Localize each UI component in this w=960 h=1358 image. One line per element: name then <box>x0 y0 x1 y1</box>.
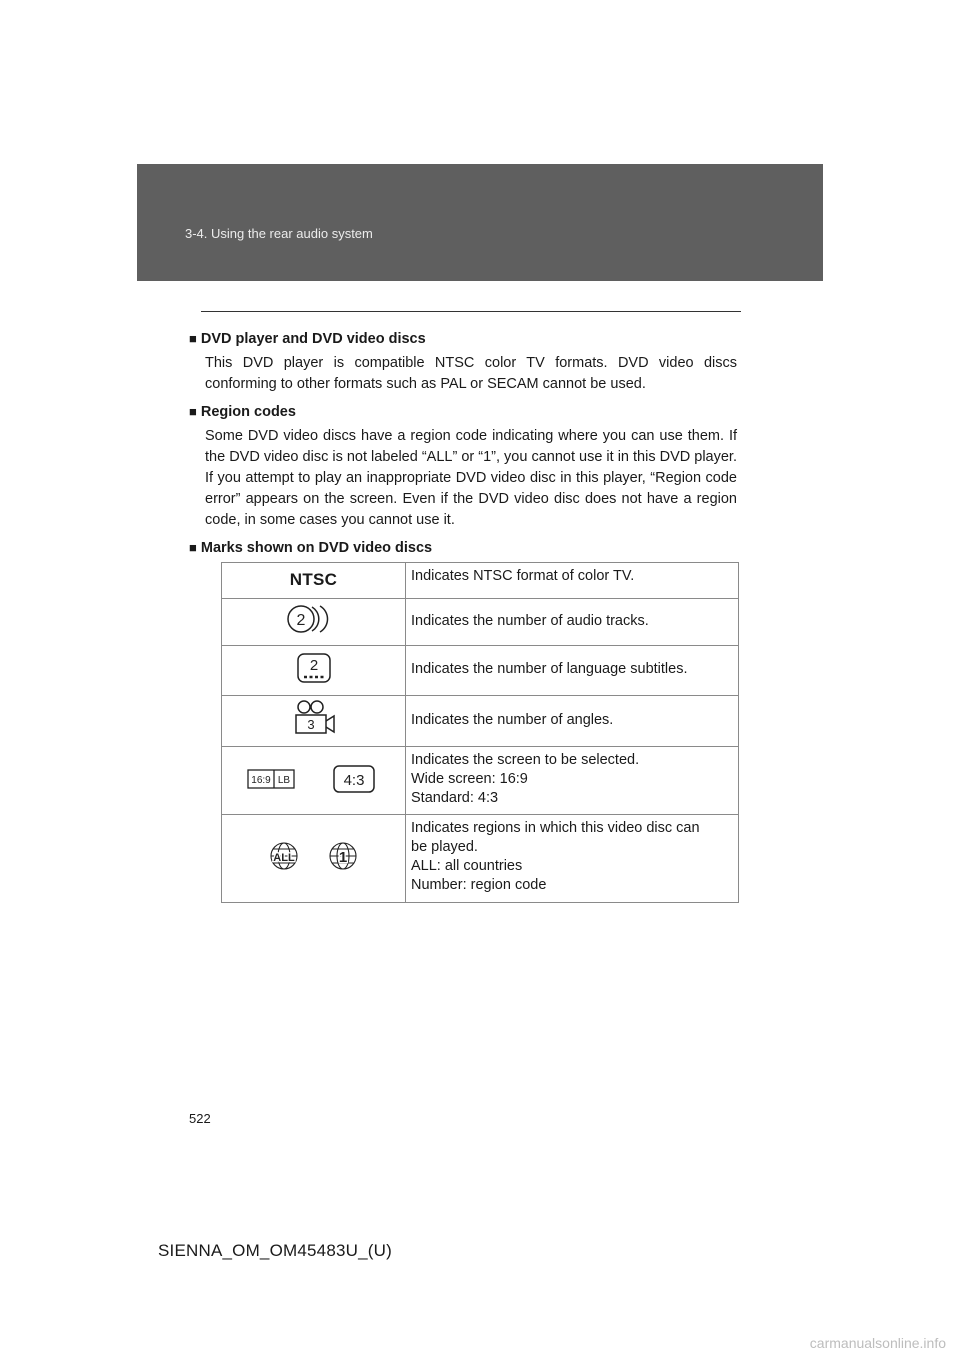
square-bullet-icon: ■ <box>189 331 197 346</box>
section-heading: ■ DVD player and DVD video discs <box>189 331 426 347</box>
section-region-codes <box>189 401 737 531</box>
ntsc-mark-icon: NTSC <box>222 563 406 599</box>
marks-table <box>221 562 739 903</box>
section-divider <box>201 311 741 312</box>
screen-format-icon <box>222 747 406 815</box>
subtitles-icon <box>222 646 406 696</box>
section-heading: ■ Region codes <box>189 404 296 420</box>
table-row <box>222 815 739 903</box>
svg-text:3: 3 <box>306 717 315 732</box>
page-number: 522 <box>189 1111 211 1126</box>
mark-description: Indicates regions in which this video disc can be played. ALL: all countries Number: region code <box>406 815 739 903</box>
table-row <box>222 563 739 599</box>
square-bullet-icon: ■ <box>189 404 197 419</box>
section-dvd-player <box>189 328 737 395</box>
table-row <box>222 696 739 747</box>
square-bullet-icon: ■ <box>189 540 197 555</box>
section-body: This DVD player is compatible NTSC color TV formats. DVD video discs conforming to other formats such as PAL or SECAM cannot be used. <box>205 355 737 392</box>
table-row <box>222 599 739 646</box>
svg-text:16:9: 16:9 <box>250 774 271 786</box>
region-globe-icon <box>222 815 406 903</box>
mark-description: Indicates the number of angles. <box>406 696 739 747</box>
svg-text:ALL: ALL <box>272 851 295 864</box>
mark-description: Indicates the number of language subtitles. <box>406 646 739 696</box>
svg-text:2: 2 <box>296 612 305 629</box>
section-marks <box>189 537 737 559</box>
section-body: Some DVD video discs have a region code indicating where you can use them. If the DVD video disc is not labeled “ALL” or “1”, you cannot use it in this DVD player. If you attempt to play an inappropriate DVD video disc in this player, “Region code error” appears on the screen. Even if the DVD video disc does not have a region code, in some cases you cannot use it. <box>205 428 737 528</box>
table-row <box>222 747 739 815</box>
table-row <box>222 646 739 696</box>
page-header <box>137 164 823 281</box>
mark-description: Indicates NTSC format of color TV. <box>406 563 739 599</box>
audio-tracks-icon <box>222 599 406 646</box>
mark-description: Indicates the number of audio tracks. <box>406 599 739 646</box>
svg-text:1: 1 <box>338 848 347 866</box>
watermark: carmanualsonline.info <box>809 1335 946 1351</box>
svg-text:LB: LB <box>277 774 290 786</box>
document-code: SIENNA_OM_OM45483U_(U) <box>158 1241 392 1260</box>
mark-description: Indicates the screen to be selected. Wide screen: 16:9 Standard: 4:3 <box>406 747 739 815</box>
svg-text:2: 2 <box>309 656 318 674</box>
section-heading: ■ Marks shown on DVD video discs <box>189 540 433 556</box>
page-content <box>189 328 737 559</box>
section-title: 3-4. Using the rear audio system <box>185 226 373 241</box>
svg-text:4:3: 4:3 <box>343 771 364 789</box>
angles-camera-icon <box>222 696 406 747</box>
